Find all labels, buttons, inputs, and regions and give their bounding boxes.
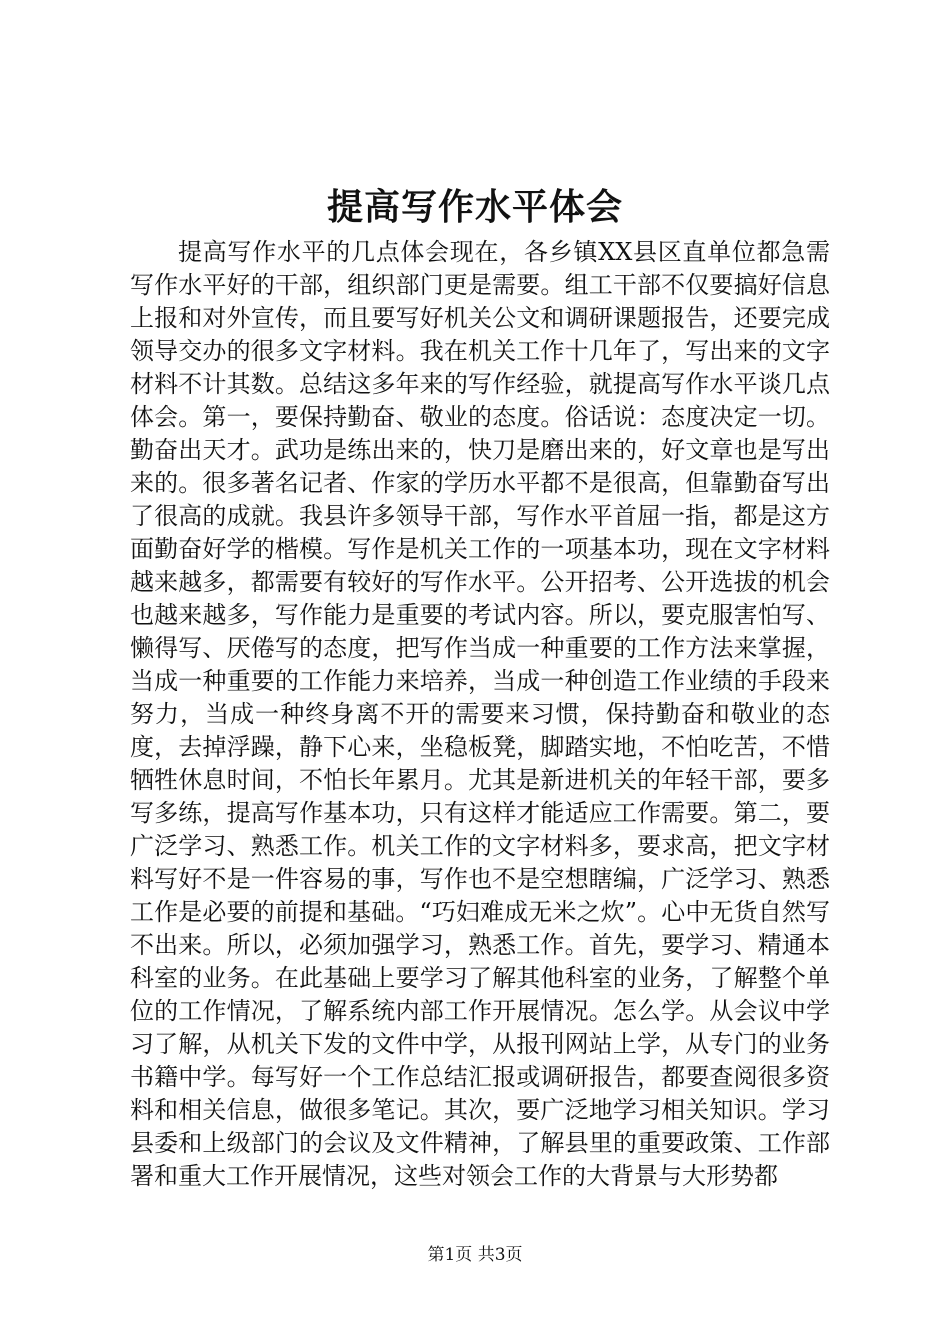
document-title: 提高写作水平体会 (326, 186, 623, 228)
document-body-paragraph: 提高写作水平的几点体会现在，各乡镇XX县区直单位都急需写作水平好的干部，组织部门更是需要。组工干部不仅要搞好信息上报和对外宣传，而且要写好机关公文和调研课题报告，还要完成领导交办的很多文字材料。我在机关工作十几年了，写出来的文字材料不计其数。总结这多年来的写作经验，就提高写作水平谈几点体会。第一，要保持勤奋、敬业的态度。俗话说：态度决定一切。勤奋出天才。武功是练出来的，快刀是磨出来的，好文章也是写出来的。很多著名记者、作家的学历水平都不是很高，但靠勤奋写出了很高的成就。我县许多领导干部，写作水平首屈一指，都是这方面勤奋好学的楷模。写作是机关工作的一项基本功，现在文字材料越来越多，都需要有较好的写作水平。公开招考、公开选拔的机会也越来越多，写作能力是重要的考试内容。所以，要克服害怕写、懒得写、厌倦写的态度，把写作当成一种重要的工作方法来掌握，当成一种重要的工作能力来培养，当成一种创造工作业绩的手段来努力，当成一种终身离不开的需要来习惯，保持勤奋和敬业的态度，去掉浮躁，静下心来，坐稳板凳，脚踏实地，不怕吃苦，不惜牺牲休息时间，不怕长年累月。尤其是新进机关的年轻干部，要多写多练，提高写作基本功，只有这样才能适应工作需要。第二，要广泛学习、熟悉工作。机关工作的文字材料多，要求高，把文字材料写好不是一件容易的事，写作也不是空想瞎编，广泛学习、熟悉工作是必要的前提和基础。“巧妇难成无米之炊”。心中无货自然写不出来。所以，必须加强学习，熟悉工作。首先，要学习、精通本科室的业务。在此基础上要学习了解其他科室的业务，了解整个单位的工作情况，了解系统内部工作开展情况。怎么学。从会议中学习了解，从机关下发的文件中学，从报刊网站上学，从专门的业务书籍中学。每写好一个工作总结汇报或调研报告，都要查阅很多资料和相关信息，做很多笔记。其次，要广泛地学习相关知识。学习县委和上级部门的会议及文件精神，了解县里的重要政策、工作部署和重大工作开展情况，这些对领会工作的大背景与大形势都 (130, 238, 830, 1190)
page-footer: 第1页 共3页 (427, 1245, 523, 1265)
